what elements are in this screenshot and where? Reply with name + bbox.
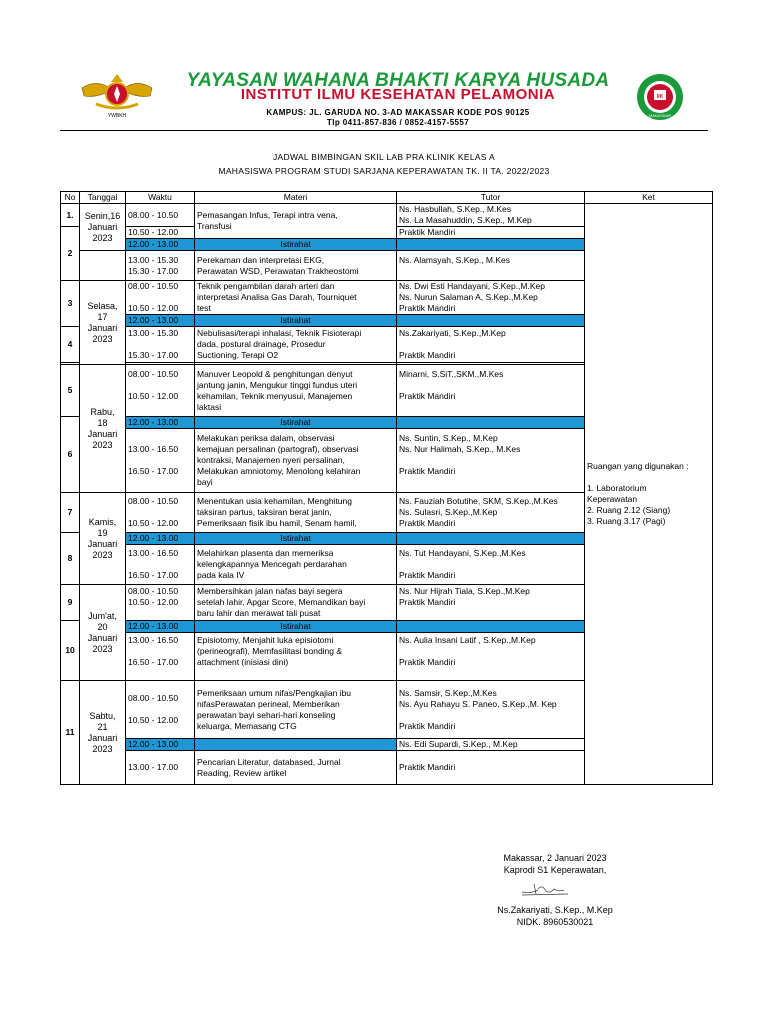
materi-cell: Nebulisasi/terapi inhalasi, Teknik Fisioterapi dada, postural drainage, Prosedur Suctioning, Terapi O2 — [195, 327, 397, 363]
time-cell: 08.00 - 10.50 10.50 - 12.00 — [126, 681, 195, 739]
table-header-row — [61, 192, 713, 204]
time-cell: 12.00 - 13.00 — [126, 239, 195, 251]
tutor-cell: Ns. Dwi Esti Handayani, S.Kep.,M.Kep Ns. Nurun Salaman A, S.Kep.,M.Kep Praktik Mandiri — [397, 281, 585, 315]
institute-name: INSTITUT ILMU KESEHATAN PELAMONIA — [240, 86, 556, 103]
phone-line: Tlp 0411-857-836 / 0852-4157-5557 — [326, 118, 470, 127]
header-rule — [60, 130, 708, 131]
materi-cell: Menentukan usia kehamilan, Menghitung taksiran partus, taksiran berat janin, Pemeriksaan fisik ibu hamil, Senam hamil, — [195, 493, 397, 533]
time-cell: 12.00 - 13.00 — [126, 315, 195, 327]
tutor-cell: Minarni, S.SiT.,SKM.,M.Kes Praktik Mandiri — [397, 365, 585, 417]
materi-cell: Membersihkan jalan nafas bayi segera setelah lahir, Apgar Score, Memandikan bayi baru lahir dan merawat tali pusat — [195, 585, 397, 621]
materi-cell: Teknik pengambilan darah arteri dan interpretasi Analisa Gas Darah, Tourniquet test — [195, 281, 397, 315]
time-cell: 13.00 - 16.50 16.50 - 17.00 — [126, 633, 195, 681]
time-cell: 13.00 - 15.30 15.30 - 17.00 — [126, 327, 195, 363]
handwritten-signature — [520, 880, 580, 898]
materi-cell: Melahirkan plasenta dan memeriksa kelengkapannya Mencegah perdarahan pada kala IV — [195, 545, 397, 585]
tutor-cell: Ns. Suntin, S.Kep., M.Kep Ns. Nur Halimah, S.Kep., M.Kes Praktik Mandiri — [397, 429, 585, 493]
signature-nidk: NIDK. 8960530021 — [516, 917, 594, 927]
break-label: Istirahat — [195, 621, 397, 633]
row-no: 1. — [61, 204, 80, 227]
time-cell: 12.00 - 13.00 — [126, 533, 195, 545]
materi-cell: Pemasangan Infus, Terapi intra vena, Transfusi — [195, 204, 397, 239]
row-no: 3 — [61, 281, 80, 327]
signature-date: Makassar, 2 Januari 2023 — [503, 853, 607, 863]
tutor-cell: Ns. Fauziah Botutihe, SKM, S.Kep.,M.Kes Ns. Sulasri, S.Kep.,M.Kep Praktik Mandiri — [397, 493, 585, 533]
break-label — [195, 739, 397, 751]
schedule-title: JADWAL BIMBINGAN SKIL LAB PRA KLINIK KELAS A — [273, 152, 495, 162]
tutor-cell: Ns. Aulia Insani Latif , S.Kep.,M.Kep Praktik Mandiri — [397, 633, 585, 681]
svg-text:IIK: IIK — [656, 94, 664, 100]
row-no: 5 — [61, 365, 80, 417]
schedule-subtitle: MAHASISWA PROGRAM STUDI SARJANA KEPERAWATAN TK. II TA. 2022/2023 — [218, 166, 550, 176]
time-cell: 12.00 - 13.00 — [126, 417, 195, 429]
row-no: 6 — [61, 417, 80, 493]
time-cell: 10.50 - 12.00 — [126, 227, 195, 239]
tutor-cell: Ns. Alamsyah, S.Kep., M.Kes — [397, 251, 585, 281]
yayasan-logo — [78, 68, 156, 120]
date-cell: Senin,16 Januari 2023 — [80, 204, 126, 251]
row-no: 7 — [61, 493, 80, 533]
break-label: Istirahat — [195, 239, 397, 251]
time-cell: 08.00 - 10.50 10.50 - 12.00 — [126, 365, 195, 417]
col-tutor: Tutor — [397, 192, 585, 204]
time-cell: 13.00 - 15.30 15.30 - 17.00 — [126, 251, 195, 281]
date-cell: Rabu, 18 Januari 2023 — [80, 365, 126, 493]
break-label: Istirahat — [195, 315, 397, 327]
tutor-cell: Ns. Nur Hijrah Tiala, S.Kep.,M.Kep Praktik Mandiri — [397, 585, 585, 621]
break-tutor — [397, 621, 585, 633]
col-materi: Materi — [195, 192, 397, 204]
break-tutor — [397, 239, 585, 251]
svg-text:MAKASSAR: MAKASSAR — [648, 113, 672, 118]
date-cell: Jum'at, 20 Januari 2023 — [80, 585, 126, 681]
time-cell: 08.00 - 10.50 10.50 - 12.00 — [126, 281, 195, 315]
tutor-cell: Ns. Hasbullah, S.Kep., M.Kes Ns. La Masahuddin, S.Kep., M.Kep — [397, 204, 585, 227]
row-no: 9 — [61, 585, 80, 621]
signature-role: Kaprodi S1 Keperawatan, — [503, 865, 607, 875]
row-no: 2 — [61, 227, 80, 281]
time-cell: 08.00 - 10.50 10.50 - 12.00 — [126, 493, 195, 533]
time-cell: 13.00 - 16.50 16.50 - 17.00 — [126, 545, 195, 585]
break-tutor — [397, 417, 585, 429]
row-no: 8 — [61, 533, 80, 585]
break-label: Istirahat — [195, 417, 397, 429]
time-cell: 08.00 - 10.50 10.50 - 12.00 — [126, 585, 195, 621]
tutor-cell: Praktik Mandiri — [397, 751, 585, 785]
schedule-table — [60, 191, 713, 785]
table-row — [61, 204, 713, 227]
col-tanggal: Tanggal — [80, 192, 126, 204]
materi-cell: Pemeriksaan umum nifas/Pengkajian ibu nifasPerawatan perineal, Memberikan perawatan bayi sehari-hari konseling keluarga, Memasang CTG — [195, 681, 397, 739]
campus-address — [186, 108, 610, 128]
materi-cell: Manuver Leopold & penghitungan denyut jantung janin, Mengukur tinggi fundus uteri kehamilan, Teknik menyusui, Manajemen laktasi — [195, 365, 397, 417]
address-line: KAMPUS: JL. GARUDA NO. 3-AD MAKASSAR KODE POS 90125 — [266, 108, 530, 117]
col-ket: Ket — [585, 192, 713, 204]
time-cell: 12.00 - 13.00 — [126, 739, 195, 751]
break-tutor — [397, 533, 585, 545]
row-no: 10 — [61, 621, 80, 681]
tutor-cell: Praktik Mandiri — [397, 227, 585, 239]
time-cell: 08.00 - 10.50 — [126, 204, 195, 227]
tutor-cell: Ns. Samsir, S.Kep.,M.Kes Ns. Ayu Rahayu S. Paneo, S.Kep.,M. Kep Praktik Mandiri — [397, 681, 585, 739]
svg-text:YWBKH: YWBKH — [107, 113, 127, 119]
date-cell-empty — [80, 251, 126, 281]
break-tutor — [397, 315, 585, 327]
materi-cell: Melakukan periksa dalam, observasi kemajuan persalinan (partograf), observasi kontraksi, Manajemen nyeri persalinan, Melakukan amniotomy, Menolong kelahiran bayi — [195, 429, 397, 493]
tutor-cell: Ns. Tut Handayani, S.Kep.,M.Kes Praktik Mandiri — [397, 545, 585, 585]
row-no: 11 — [61, 681, 80, 785]
materi-cell: Perekaman dan interpretasi EKG, Perawatan WSD, Perawatan Trakheostomi — [195, 251, 397, 281]
date-cell: Sabtu, 21 Januari 2023 — [80, 681, 126, 785]
materi-cell: Pencarian Literatur, databased, Jurnal Reading, Review artikel — [195, 751, 397, 785]
date-cell: Selasa, 17 Januari 2023 — [80, 281, 126, 365]
time-cell: 13.00 - 16.50 16.50 - 17.00 — [126, 429, 195, 493]
col-waktu: Waktu — [126, 192, 195, 204]
tutor-cell: Ns. Edi Supardi, S.Kep., M.Kep — [397, 739, 585, 751]
org-name: YAYASAN WAHANA BHAKTI KARYA HUSADA — [186, 70, 610, 91]
signature-name: Ns.Zakariyati, S.Kep., M.Kep — [497, 905, 613, 915]
tutor-cell: Ns.Zakariyati, S.Kep.,M.Kep Praktik Mandiri — [397, 327, 585, 363]
col-no: No — [61, 192, 80, 204]
materi-cell: Episiotomy, Menjahit luka episiotomi (perineografi), Memfasilitasi bonding & attachment (inisiasi dini) — [195, 633, 397, 681]
time-cell: 12.00 - 13.00 — [126, 621, 195, 633]
row-no: 4 — [61, 327, 80, 363]
institute-logo — [630, 72, 690, 122]
date-cell: Kamis, 19 Januari 2023 — [80, 493, 126, 585]
break-label: Istirahat — [195, 533, 397, 545]
time-cell: 13.00 - 17.00 — [126, 751, 195, 785]
ket-cell: Ruangan yang digunakan : 1. Laboratorium Keperawatan 2. Ruang 2.12 (Siang) 3. Ruang 3.17 (Pagi) — [585, 204, 713, 785]
